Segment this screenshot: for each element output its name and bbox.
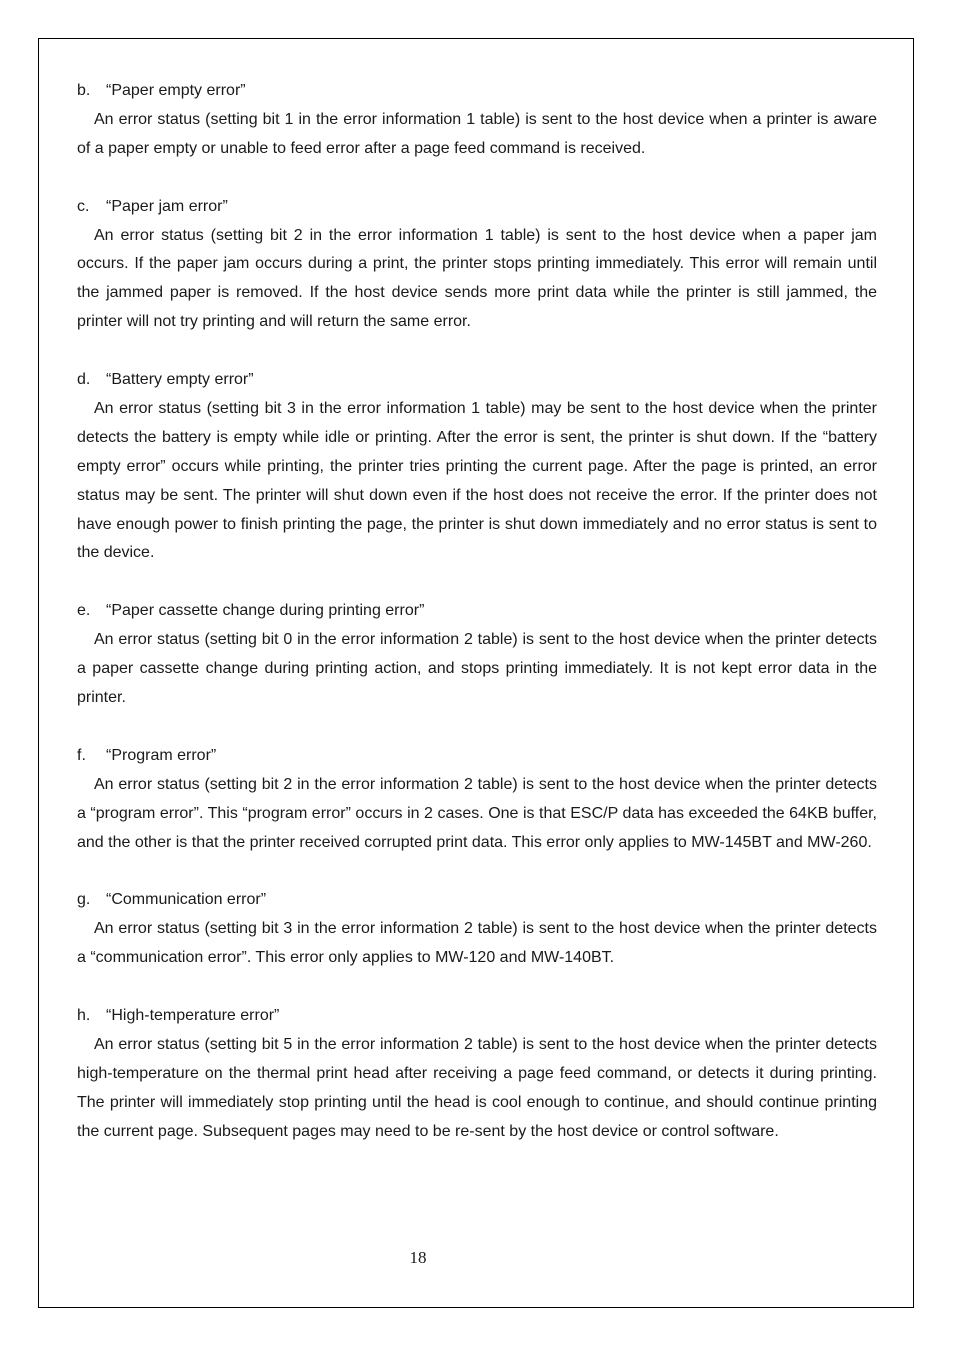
page-number: 18 (409, 1248, 427, 1267)
section-heading (77, 597, 877, 626)
section-heading (77, 193, 877, 222)
section-title: “High-temperature error” (106, 1006, 280, 1024)
section-letter: g. (77, 891, 91, 909)
section-body: An error status (setting bit 3 in the error information 2 table) is sent to the host device when the printer detects a “communication error”. This error only applies to MW-120 and MW-140BT. (77, 920, 877, 967)
section-heading (77, 742, 877, 771)
section-title: “Paper jam error” (106, 197, 228, 215)
section-title: “Communication error” (106, 891, 267, 909)
section-title: “Paper cassette change during printing error” (106, 602, 425, 620)
section-body: An error status (setting bit 2 in the error information 2 table) is sent to the host device when the printer detects a “program error”. This “program error” occurs in 2 cases. One is that ESC/P data has exceeded the 64KB buffer, and the other is that the printer received corrupted print data. This error only applies to MW-145BT and MW-260. (77, 775, 877, 851)
section-letter: h. (77, 1006, 91, 1024)
section-body: An error status (setting bit 5 in the error information 2 table) is sent to the host device when the printer detects high-temperature on the thermal print head after receiving a page feed command, or detects it during printing. The printer will immediately stop printing until the head is cool enough to continue, and should continue printing the current page. Subsequent pages may need to be re-sent by the host device or control software. (77, 1035, 877, 1140)
section-heading (77, 886, 877, 915)
section-paper-empty-error (77, 77, 877, 164)
section-heading (77, 77, 877, 106)
section-letter: b. (77, 82, 91, 99)
section-title: “Battery empty error” (106, 371, 254, 389)
section-communication-error (77, 886, 877, 973)
section-body: An error status (setting bit 3 in the error information 1 table) may be sent to the host device when the printer detects the battery is empty while idle or printing. After the error is sent, the printer is shut down. If the “battery empty error” occurs while printing, the printer tries printing the current page. After the page is printed, an error status may be sent. The printer will shut down even if the host does not receive the error. If the printer does not have enough power to finish printing the page, the printer is shut down immediately and no error status is sent to the device. (77, 399, 877, 562)
section-battery-empty-error (77, 366, 877, 568)
section-body: An error status (setting bit 1 in the error information 1 table) is sent to the host device when a printer is aware of a paper empty or unable to feed error after a page feed command is received. (77, 110, 877, 157)
section-letter: e. (77, 602, 91, 620)
section-high-temperature-error (77, 1002, 877, 1147)
section-title: “Paper empty error” (106, 82, 246, 99)
section-title: “Program error” (106, 746, 217, 764)
section-heading (77, 366, 877, 395)
section-paper-jam-error (77, 193, 877, 338)
section-body: An error status (setting bit 0 in the error information 2 table) is sent to the host device when the printer detects a paper cassette change during printing action, and stops printing immediately. It is not kept error data in the printer. (77, 631, 877, 706)
section-body: An error status (setting bit 2 in the error information 1 table) is sent to the host device when a paper jam occurs. If the paper jam occurs during a print, the printer stops printing immediately. This error will remain until the jammed paper is removed. If the host device sends more print data while the printer is still jammed, the printer will not try printing and will return the same error. (77, 226, 877, 331)
section-program-error (77, 742, 877, 858)
section-paper-cassette-change-error (77, 597, 877, 713)
section-letter: c. (77, 197, 90, 215)
section-letter: f. (77, 746, 86, 764)
document-body (77, 77, 877, 1175)
section-heading (77, 1002, 877, 1031)
section-letter: d. (77, 371, 91, 389)
